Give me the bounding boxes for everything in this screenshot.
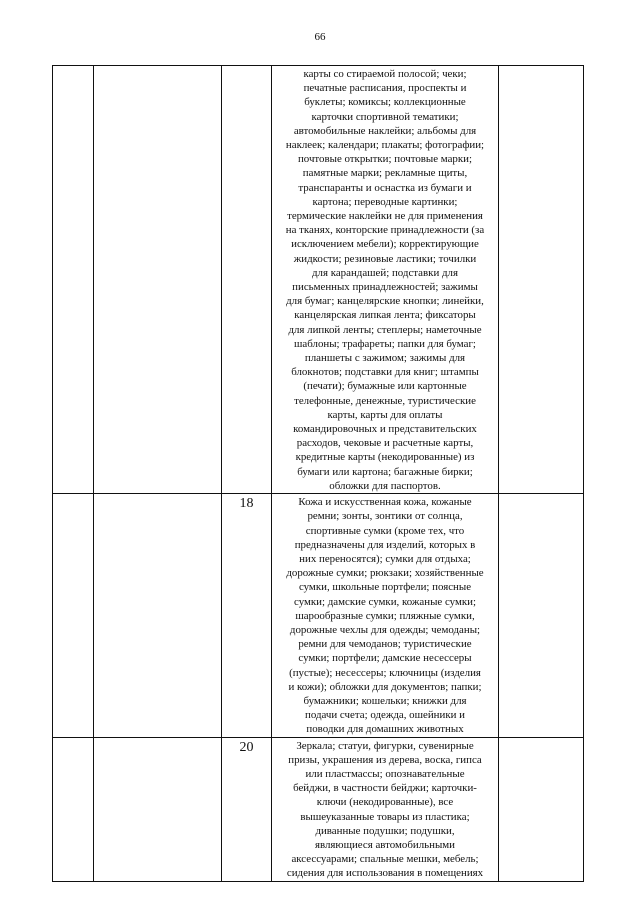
goods-description-cell: карты со стираемой полосой; чеки; печатные расписания, проспекты и буклеты; комиксы; коллекционные карточки спортивной тематики; автомобильные наклейки; альбомы для наклеек; календари; плакаты; фотографии; почтовые открытки; почтовые марки; памятные марки; рекламные щиты, транспаранты и оснастка из бумаги и картона; переводные картинки; термические наклейки не для применения на тканях, конторские принадлежности (за исключением мебели); корректирующие жидкости; резиновые ластики; точилки для карандашей; подставки для письменных принадлежностей; зажимы для бумаг; канцелярские кнопки; линейки, канцелярская липкая лента; фиксаторы для липкой ленты; степлеры; наметочные шаблоны; трафареты; папки для бумаг; планшеты с зажимом; зажимы для блокнотов; подставки для книг; штампы (печати); бумажные или картонные телефонные, денежные, туристические карты, карты для оплаты командировочных и представительских расходов, чековые и расчетные карты, кредитные карты (некодированные) из бумаги или картона; багажные бирки; обложки для паспортов. <box>272 66 499 494</box>
table-row <box>53 66 584 494</box>
empty-cell <box>94 494 222 737</box>
empty-cell <box>53 737 94 881</box>
table-row <box>53 494 584 737</box>
empty-cell <box>94 66 222 494</box>
empty-cell <box>53 494 94 737</box>
empty-cell <box>94 737 222 881</box>
empty-cell <box>499 66 584 494</box>
page-number: 66 <box>314 31 326 43</box>
class-number-cell: 20 <box>222 737 272 881</box>
class-number-cell: 18 <box>222 494 272 737</box>
goods-classes-table <box>52 65 583 882</box>
goods-description-cell: Кожа и искусственная кожа, кожаные ремни; зонты, зонтики от солнца, спортивные сумки (кроме тех, что предназначены для изделий, которых в них переносятся); сумки для отдыха; дорожные сумки; рюкзаки; хозяйственные сумки, школьные портфели; поясные сумки; дамские сумки, кожаные сумки; шарообразные сумки; пляжные сумки, дорожные чехлы для одежды; чемоданы; ремни для чемоданов; туристические сумки; портфели; дамские несессеры (пустые); несессеры; ключницы (изделия и кожи); обложки для документов; папки; бумажники; кошельки; книжки для подачи счета; одежда, ошейники и поводки для домашних животных <box>272 494 499 737</box>
table-row <box>53 737 584 881</box>
empty-cell <box>499 494 584 737</box>
empty-cell <box>499 737 584 881</box>
goods-description-cell: Зеркала; статуи, фигурки, сувенирные призы, украшения из дерева, воска, гипса или пластмассы; опознавательные бейджи, в частности бейджи; карточки- ключи (некодированные), все вышеуказанные товары из пластика; диванные подушки; подушки, являющиеся автомобильными аксессуарами; спальные мешки, мебель; сидения для использования в помещениях <box>272 737 499 881</box>
empty-cell <box>53 66 94 494</box>
class-number-cell <box>222 66 272 494</box>
